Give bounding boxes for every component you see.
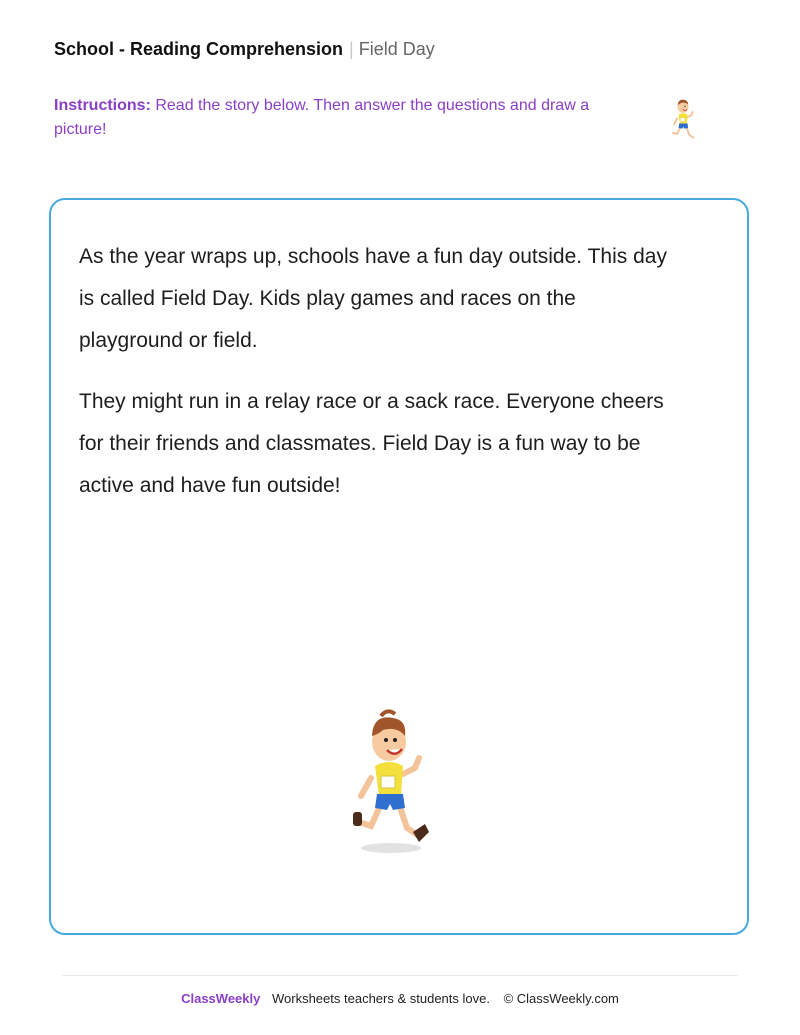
- footer-tagline: Worksheets teachers & students love.: [271, 991, 490, 1006]
- story-paragraph: They might run in a relay race or a sack race. Everyone cheers for their friends and classmates. Field Day is a fun way to be active and have fun outside!: [79, 390, 664, 497]
- story-paragraph: As the year wraps up, schools have a fun day outside. This day is called Field Day. Kids play games and races on the playground or field.: [79, 245, 667, 352]
- footer-copyright: © ClassWeekly.com: [503, 991, 619, 1006]
- worksheet-subtitle: Field Day: [358, 39, 435, 59]
- instructions-label: Instructions:: [54, 97, 151, 114]
- title-separator: |: [349, 39, 354, 59]
- footer-divider: [62, 975, 738, 976]
- story-text: [79, 236, 679, 526]
- instructions-text: Read the story below. Then answer the questions and draw a picture!: [54, 97, 590, 138]
- running-boy-icon: [666, 96, 702, 144]
- story-box: [49, 198, 749, 935]
- page-footer: [0, 990, 800, 1008]
- page-header: [54, 38, 435, 60]
- running-boy-illustration: [353, 708, 431, 858]
- worksheet-title: School - Reading Comprehension: [54, 39, 344, 59]
- instructions: [54, 94, 614, 142]
- footer-brand: ClassWeekly: [181, 991, 261, 1006]
